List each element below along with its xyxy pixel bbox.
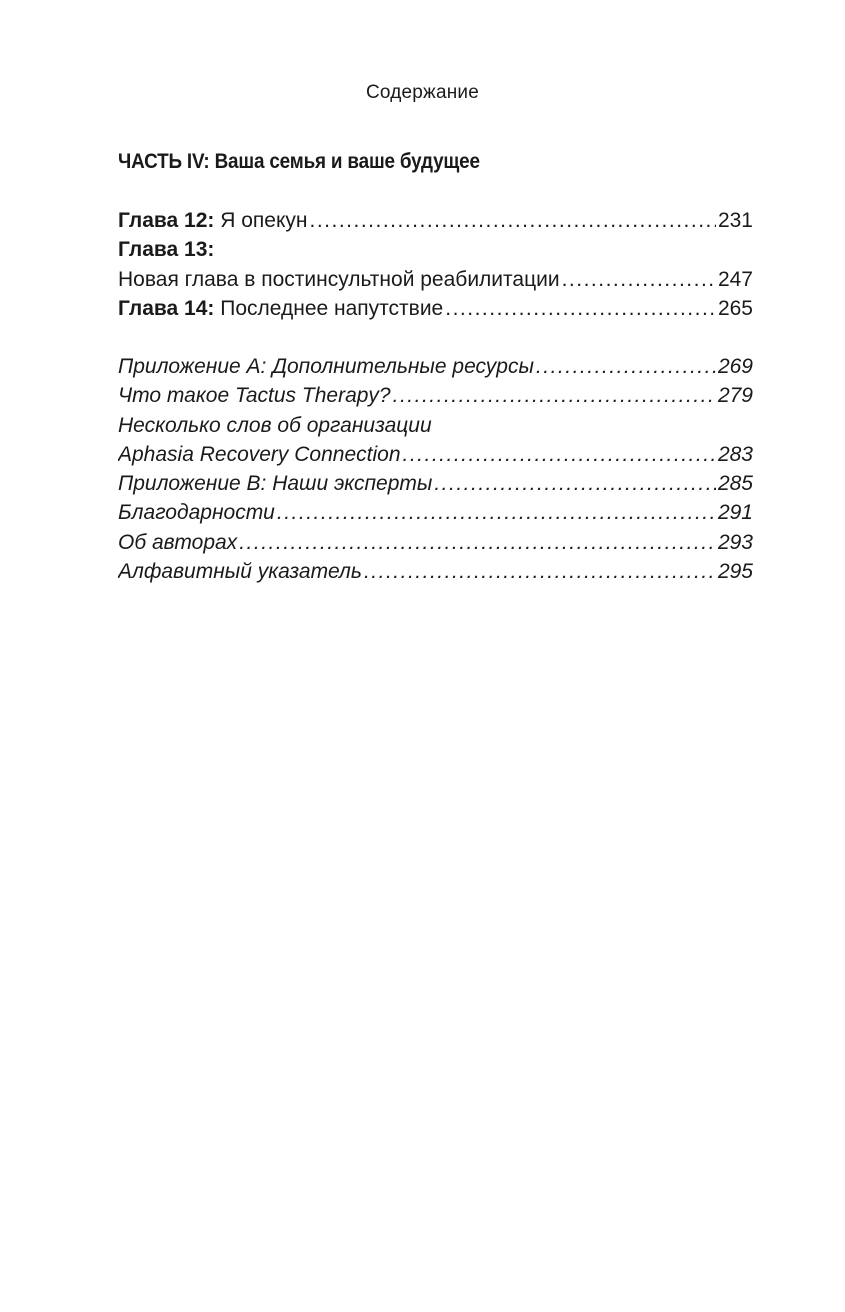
toc-entry-about-authors[interactable]	[118, 528, 753, 557]
dot-leader	[562, 265, 716, 294]
dot-leader	[309, 206, 715, 235]
toc-entry-organization[interactable]	[118, 411, 753, 440]
toc-entry-appendix-b[interactable]	[118, 469, 753, 498]
toc-entry-tactus-therapy[interactable]	[118, 381, 753, 410]
toc-entry-index[interactable]	[118, 557, 753, 586]
toc-chapters	[118, 206, 753, 323]
running-head: Содержание	[365, 82, 480, 103]
dot-leader	[393, 381, 716, 410]
dot-leader	[536, 352, 716, 381]
chapter-title: Я опекун	[214, 209, 308, 232]
dot-leader	[445, 294, 716, 323]
toc-entry-aphasia-recovery[interactable]	[118, 440, 753, 469]
chapter-number: Глава 12:	[118, 209, 215, 232]
entry-title: Благодарности	[118, 501, 275, 525]
dot-leader	[277, 498, 716, 527]
page-number: 247	[717, 267, 753, 291]
page-number: 269	[717, 355, 753, 378]
part-title: ЧАСТЬ IV: Ваша семья и ваше будущее	[118, 150, 480, 173]
toc-entry-chapter-13[interactable]	[118, 235, 753, 264]
entry-title: Aphasia Recovery Connection	[118, 442, 401, 466]
page-number: 231	[717, 209, 753, 232]
dot-leader	[403, 440, 716, 469]
toc-entry-chapter-13-title[interactable]	[118, 265, 753, 294]
chapter-number: Глава 14:	[118, 296, 215, 320]
toc-entry-appendix-a[interactable]	[118, 352, 753, 381]
page-number: 265	[717, 296, 753, 320]
dot-leader	[239, 528, 716, 557]
entry-title: Алфавитный указатель	[118, 560, 362, 584]
toc-entry-chapter-12[interactable]	[118, 206, 753, 235]
entry-title: Приложение В: Наши эксперты	[118, 472, 433, 496]
page-number: 295	[717, 560, 753, 584]
dot-leader	[434, 469, 716, 498]
entry-title: Приложение А: Дополнительные ресурсы	[118, 355, 534, 378]
page-number: 285	[717, 472, 753, 496]
toc-entry-acknowledgements[interactable]	[118, 498, 753, 527]
toc-back-matter	[118, 352, 753, 586]
page-number: 291	[717, 501, 753, 525]
toc-entry-chapter-14[interactable]	[118, 294, 753, 323]
entry-title: Несколько слов об организации	[118, 413, 432, 437]
page-number: 279	[717, 384, 753, 408]
entry-title: Что такое Tactus Therapy?	[118, 384, 391, 408]
dot-leader	[364, 557, 716, 586]
chapter-title: Последнее напутствие	[214, 296, 444, 320]
chapter-title: Новая глава в постинсультной реабилитации	[118, 267, 560, 291]
entry-title: Об авторах	[118, 530, 238, 554]
page-number: 283	[717, 442, 753, 466]
page-number: 293	[717, 530, 753, 554]
chapter-number: Глава 13:	[118, 238, 215, 262]
